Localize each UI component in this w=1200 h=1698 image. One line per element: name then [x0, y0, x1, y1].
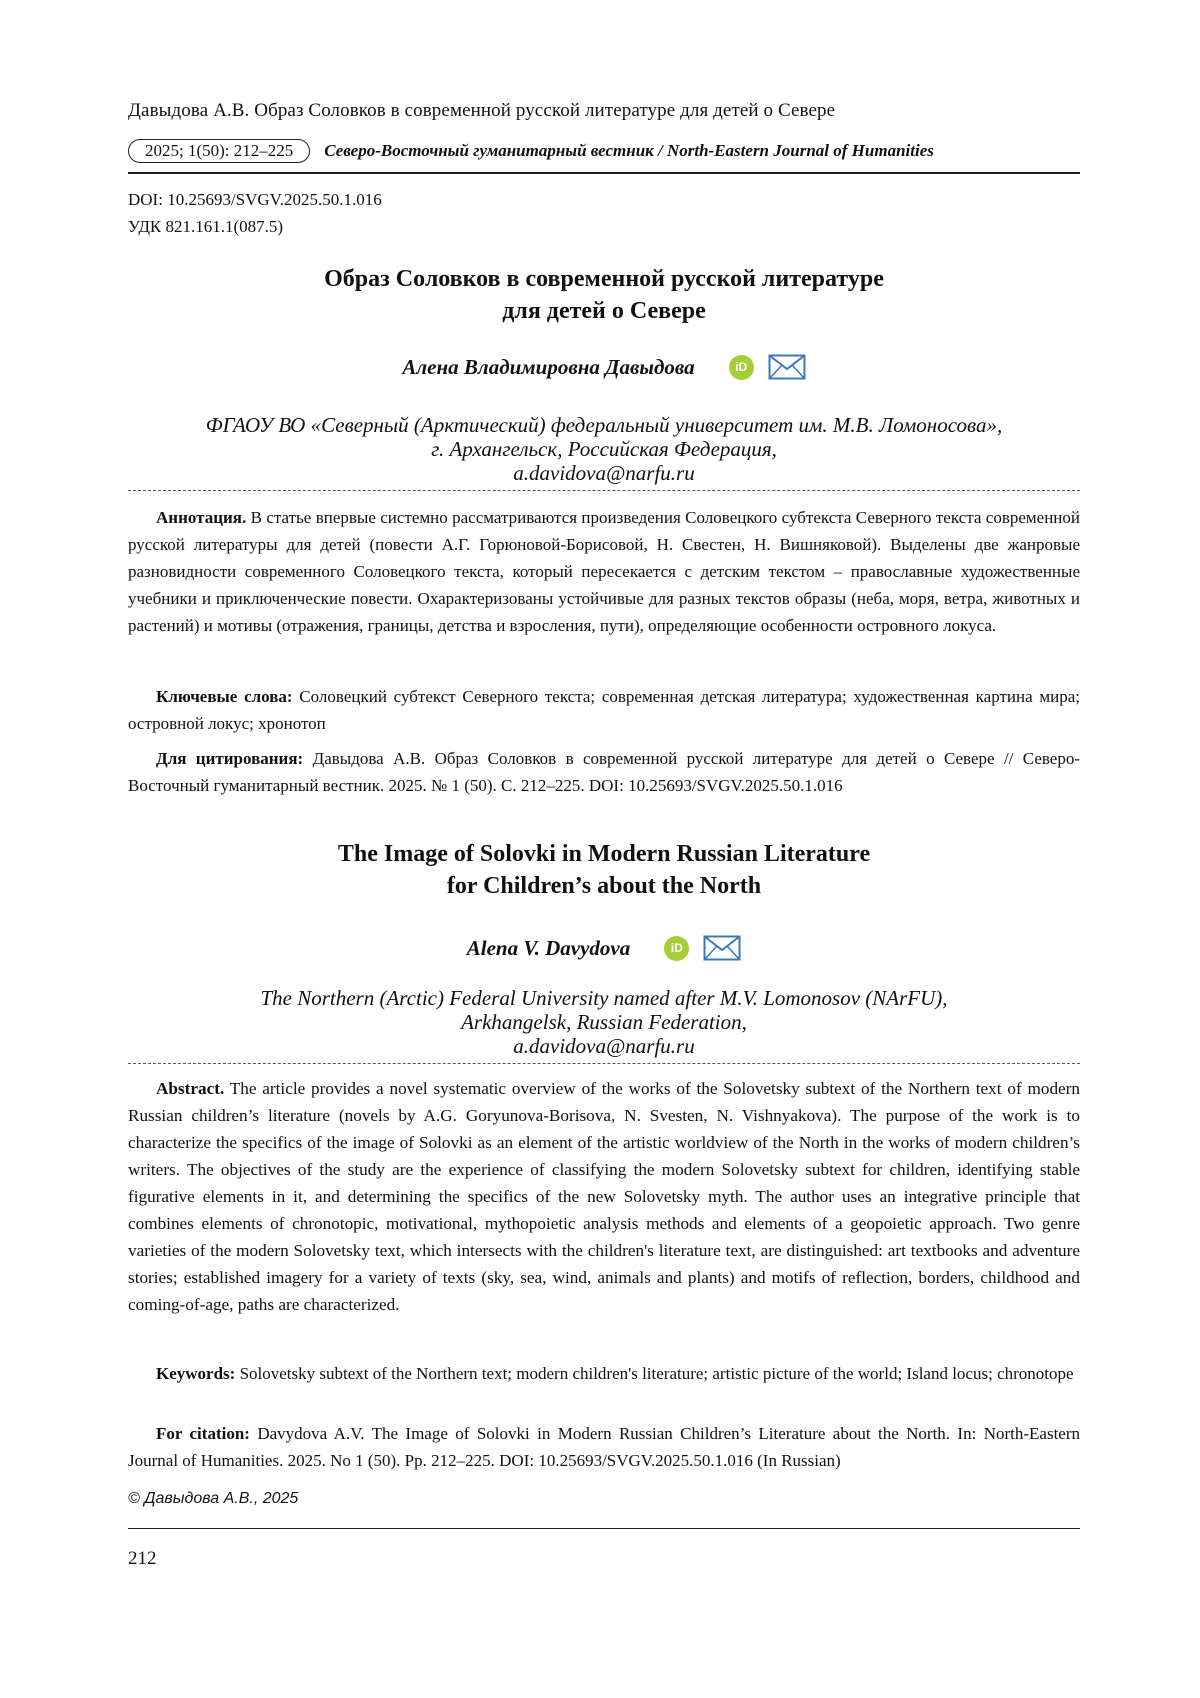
doi: DOI: 10.25693/SVGV.2025.50.1.016	[128, 190, 382, 209]
author-name-ru: Алена Владимировна Давыдова	[402, 354, 695, 379]
citation-ru-label: Для цитирования:	[156, 749, 304, 768]
abstract-ru-text: В статье впервые системно рассматриваются произведения Соловецкого субтекста Северного текста современной русской литературы для детей (повести А.Г. Горюновой-Борисовой, Н. Свестен, Н. Вишняковой). Выделены две жанровые разновидности современного Соловецкого текста, который пересекается с детским текстом – православные художественные учебники и приключенческие повести. Охарактеризованы устойчивые для разных текстов образы (неба, моря, ветра, животных и растений) и мотивы (отражения, границы, детства и взросления, пути), определяющие особенности островного локуса.	[128, 508, 1080, 635]
orcid-icon[interactable]: iD	[729, 355, 754, 380]
affiliation-ru-line2: г. Архангельск, Российская Федерация,	[431, 437, 777, 461]
email-ru[interactable]: a.davidova@narfu.ru	[513, 461, 695, 485]
citation-ru	[128, 745, 1080, 799]
mail-icon[interactable]	[703, 935, 741, 961]
copyright: © Давыдова А.В., 2025	[128, 1490, 299, 1507]
mail-icon[interactable]	[768, 354, 806, 380]
abstract-en	[128, 1075, 1080, 1318]
footer-divider	[128, 1528, 1080, 1529]
affiliation-ru	[128, 413, 1080, 485]
issue-row	[128, 136, 1080, 166]
title-en	[128, 838, 1080, 902]
citation-en-text: Davydova A.V. The Image of Solovki in Modern Russian Children’s Literature about the North. In: North-Eastern Journal of Humanities. 2025. No 1 (50). Pp. 212–225. DOI: 10.25693/SVGV.2025.50.1.016 (In Russian)	[128, 1424, 1080, 1470]
journal-name: Северо-Восточный гуманитарный вестник / North-Eastern Journal of Humanities	[324, 141, 934, 160]
title-ru-line2: для детей о Севере	[502, 298, 706, 324]
header-divider	[128, 172, 1080, 174]
udk: УДК 821.161.1(087.5)	[128, 217, 284, 236]
title-en-line1: The Image of Solovki in Modern Russian Literature	[337, 841, 871, 867]
abstract-ru-label: Аннотация.	[156, 508, 247, 527]
title-ru	[128, 263, 1080, 327]
keywords-en-label: Keywords:	[156, 1364, 236, 1383]
keywords-ru	[128, 683, 1080, 737]
email-en[interactable]: a.davidova@narfu.ru	[513, 1034, 695, 1058]
author-row-ru	[128, 354, 1080, 380]
keywords-ru-text: Соловецкий субтекст Северного текста; современная детская литература; художественная картина мира; островной локус; хронотоп	[128, 687, 1081, 733]
orcid-icon[interactable]: iD	[664, 936, 689, 961]
affiliation-ru-line1: ФГАОУ ВО «Северный (Арктический) федеральный университет им. М.В. Ломоносова»,	[205, 413, 1003, 437]
dashed-divider-en	[128, 1063, 1080, 1064]
title-en-line2: for Children’s about the North	[446, 873, 762, 899]
citation-en-label: For citation:	[156, 1424, 250, 1443]
citation-en	[128, 1420, 1080, 1474]
page-number: 212	[128, 1548, 157, 1569]
citation-ru-text: Давыдова А.В. Образ Соловков в современной русской литературе для детей о Севере // Северо-Восточный гуманитарный вестник. 2025. № 1 (50). С. 212–225. DOI: 10.25693/SVGV.2025.50.1.016	[128, 749, 1081, 795]
keywords-en-text: Solovetsky subtext of the Northern text; modern children's literature; artistic picture of the world; Island locus; chronotope	[235, 1364, 1074, 1383]
dashed-divider-ru	[128, 490, 1080, 491]
abstract-en-text: The article provides a novel systematic overview of the works of the Solovetsky subtext of the Northern text of modern Russian children’s literature (novels by A.G. Goryunova-Borisova, N. Svesten, N. Vishnyakova). The purpose of the work is to characterize the specifics of the image of Solovki as an element of the artistic worldview of the North in the works of modern children’s writers. The objectives of the study are the experience of classifying the modern Solovetsky subtext for children, identifying stable figurative elements in it, and determining the specifics of the new Solovetsky myth. The author uses an integrative principle that combines elements of chronotopic, motivational, mythopoietic analysis methods and elements of a geopoietic approach. Two genre varieties of the modern Solovetsky text, which intersects with the children's literature text, are distinguished: art textbooks and adventure stories; established imagery for a variety of texts (sky, sea, wind, animals and plants) and motifs of reflection, borders, childhood and coming-of-age, paths are characterized.	[128, 1079, 1080, 1314]
author-name-en: Alena V. Davydova	[466, 935, 631, 960]
running-title: Давыдова А.В. Образ Соловков в современной русской литературе для детей о Севере	[128, 100, 836, 121]
keywords-en	[128, 1360, 1080, 1387]
author-row-en	[128, 935, 1080, 961]
affiliation-en	[128, 986, 1080, 1058]
issue-badge: 2025; 1(50): 212–225	[128, 139, 310, 163]
keywords-ru-label: Ключевые слова:	[156, 687, 293, 706]
affiliation-en-line1: The Northern (Arctic) Federal University named after M.V. Lomonosov (NArFU),	[260, 986, 948, 1010]
abstract-ru	[128, 504, 1080, 639]
title-ru-line1: Образ Соловков в современной русской литературе	[324, 266, 884, 292]
abstract-en-label: Abstract.	[156, 1079, 225, 1098]
affiliation-en-line2: Arkhangelsk, Russian Federation,	[461, 1010, 747, 1034]
